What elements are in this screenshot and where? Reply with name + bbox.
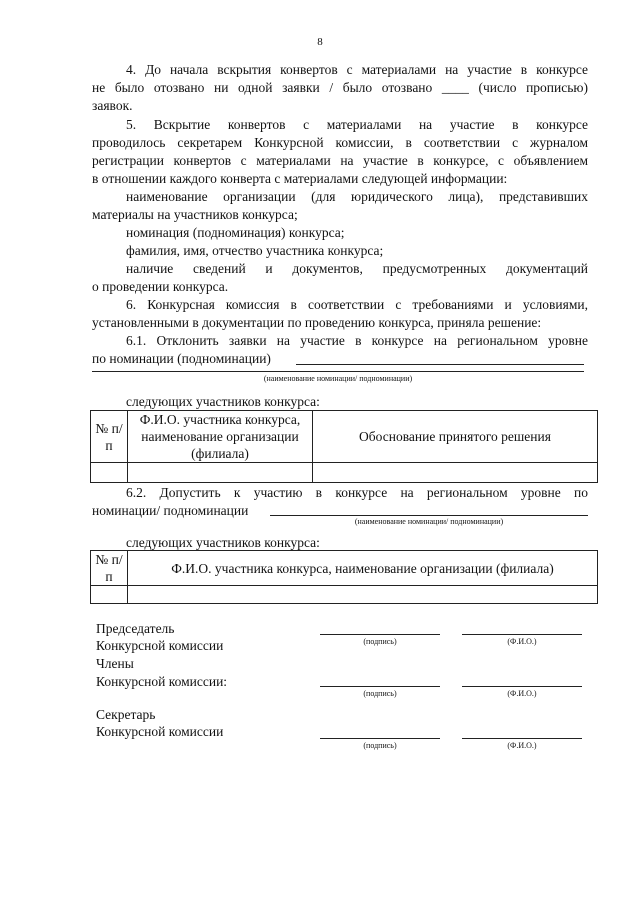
paragraph-4-line-3: заявок. (92, 98, 133, 113)
members-signature-line (320, 686, 440, 687)
paragraph-5-line-3: регистрации конвертов с материалами на участие в конкурсе, с объявлением (92, 153, 588, 168)
chair-signature-line (320, 634, 440, 635)
paragraph-5-line-4: в отношении каждого конверта с материалами следующей информации: (92, 171, 508, 186)
paragraph-5-item-2: номинация (подноминация) конкурса; (126, 225, 345, 240)
table2-header-number: № п/п (91, 551, 128, 586)
table1-header-reason: Обоснование принятого решения (313, 411, 598, 463)
table1-cell (128, 463, 313, 483)
chair-name-caption: (Ф.И.О.) (507, 637, 537, 646)
table1-header-number: № п/п (91, 411, 128, 463)
table2-header-participant: Ф.И.О. участника конкурса, наименование организации (филиала) (128, 551, 598, 586)
paragraph-5-line-1: 5. Вскрытие конвертов с материалами на участие в конкурсе (126, 117, 588, 132)
table1-cell (313, 463, 598, 483)
members-label-line-1: Члены (96, 656, 134, 671)
chair-label-line-2: Конкурсной комиссии (96, 638, 224, 653)
nomination-blank-line-6-2 (270, 515, 588, 516)
table1-header-participant: Ф.И.О. участника конкурса, наименование организации (филиала) (128, 411, 313, 463)
table2-cell (91, 586, 128, 604)
paragraph-4-line-2: не было отозвано ни одной заявки / было отозвано ____ (число прописью) (92, 80, 588, 95)
nomination-blank-line (296, 364, 584, 365)
participants-label-1: следующих участников конкурса: (126, 394, 320, 409)
members-name-line (462, 686, 582, 687)
nomination-caption-6-2: (наименование номинации/ подноминации) (354, 517, 504, 526)
members-name-caption: (Ф.И.О.) (507, 689, 537, 698)
chair-signature-caption: (подпись) (363, 637, 397, 646)
paragraph-4-line-1: 4. До начала вскрытия конвертов с материалами на участие в конкурсе (126, 62, 588, 77)
paragraph-6-line-1: 6. Конкурсная комиссия в соответствии с требованиями и условиями, (126, 297, 588, 312)
table1-cell (91, 463, 128, 483)
secretary-name-line (462, 738, 582, 739)
chair-label-line-1: Председатель (96, 621, 175, 636)
paragraph-5-item-1-line-2: материалы на участников конкурса; (92, 207, 298, 222)
members-signature-caption: (подпись) (363, 689, 397, 698)
paragraph-5-line-2: проводилось секретарем Конкурсной комиссии, в соответствии с журналом (92, 135, 588, 150)
nomination-caption: (наименование номинации/ подноминации) (263, 374, 413, 383)
paragraph-5-item-4-line-2: о проведении конкурса. (92, 279, 229, 294)
table2-cell (128, 586, 598, 604)
paragraph-5-item-4-line-1: наличие сведений и документов, предусмотренных документаций (126, 261, 588, 276)
paragraph-6-1-line-2: по номинации (подноминации) (92, 351, 271, 366)
paragraph-6-2-line-2: номинации/ подноминации (92, 503, 249, 518)
secretary-name-caption: (Ф.И.О.) (507, 741, 537, 750)
paragraph-6-line-2: установленными в документации по проведению конкурса, приняла решение: (92, 315, 542, 330)
paragraph-5-item-3: фамилия, имя, отчество участника конкурса; (126, 243, 384, 258)
participants-label-2: следующих участников конкурса: (126, 535, 320, 550)
page-number: 8 (317, 36, 323, 48)
secretary-label-line-1: Секретарь (96, 707, 156, 722)
nomination-blank-line-2 (92, 371, 584, 372)
secretary-signature-caption: (подпись) (363, 741, 397, 750)
secretary-label-line-2: Конкурсной комиссии (96, 724, 224, 739)
rejected-participants-table (90, 410, 598, 483)
paragraph-6-2-line-1: 6.2. Допустить к участию в конкурсе на региональном уровне по (126, 485, 588, 500)
secretary-signature-line (320, 738, 440, 739)
members-label-line-2: Конкурсной комиссии: (96, 674, 228, 689)
chair-name-line (462, 634, 582, 635)
paragraph-6-1-line-1: 6.1. Отклонить заявки на участие в конкурсе на региональном уровне (126, 333, 588, 348)
paragraph-5-item-1-line-1: наименование организации (для юридического лица), представивших (126, 189, 588, 204)
admitted-participants-table (90, 550, 598, 604)
